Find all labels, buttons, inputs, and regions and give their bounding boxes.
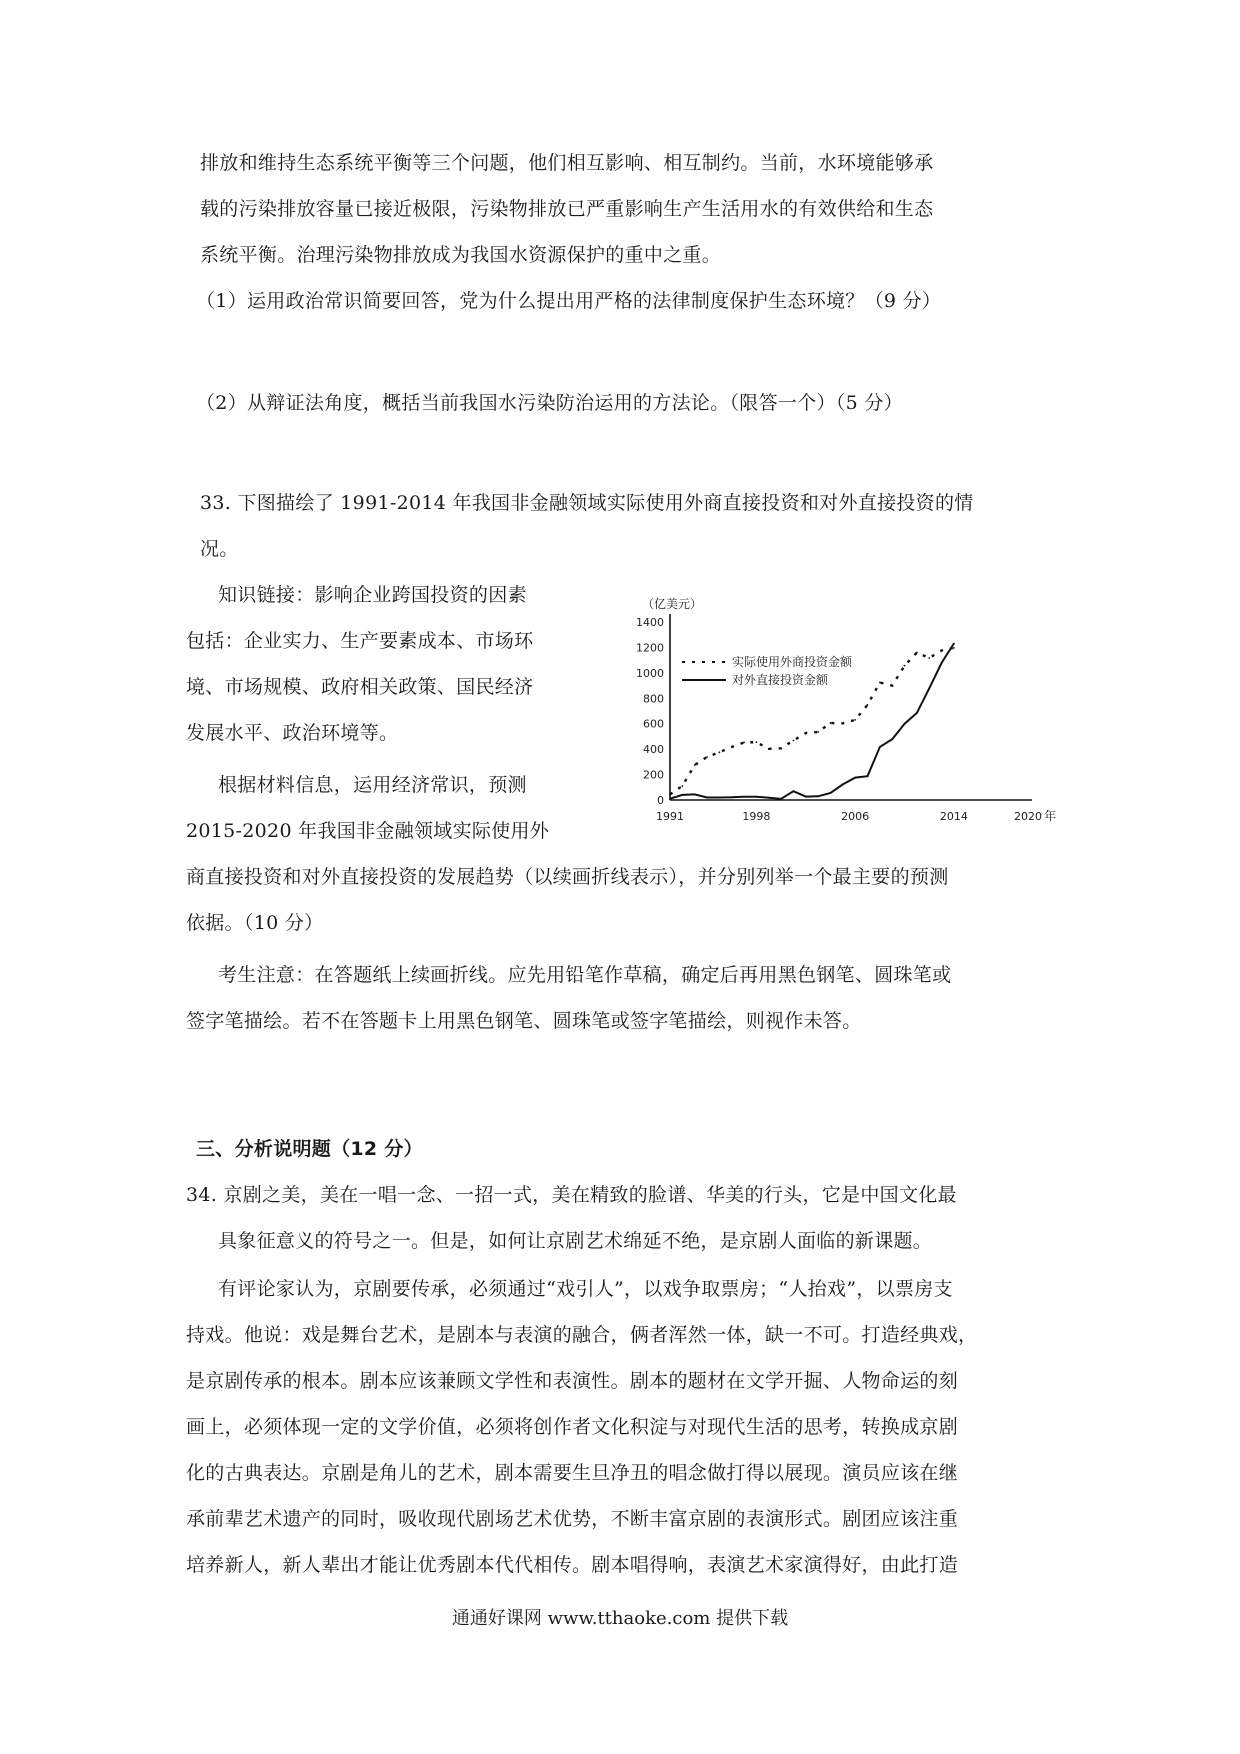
q33-line-1: 33. 下图描绘了 1991-2014 年我国非金融领域实际使用外商直接投资和对外直接投资的情 [200,492,974,514]
series-1-point [694,764,696,766]
series-1-point [780,747,782,749]
series-2-point [916,712,918,714]
series-1-point [793,740,795,742]
series-2-point [904,723,906,725]
series-1-point [743,742,745,744]
q34-line-2: 具象征意义的符号之一。但是，如何让京剧艺术绵延不绝，是京剧人面临的新课题。 [218,1230,933,1252]
series-1-point [854,719,856,721]
series-2-point [793,790,795,792]
series-1-point [681,785,683,787]
y-tick-label: 400 [643,743,664,757]
series-2-point [718,797,720,799]
q34-line-9: 培养新人，新人辈出才能让优秀剧本代代相传。剧本唱得响，表演艺术家演得好，由此打造 [186,1554,959,1576]
series-2-point [768,797,770,799]
q34-line-5: 是京剧传承的根本。剧本应该兼顾文学性和表演性。剧本的题材在文学开掘、人物命运的刻 [186,1370,959,1392]
q34-line-1: 34. 京剧之美，美在一唱一念、一招一式，美在精致的脸谱、华美的行头，它是中国文化最 [186,1184,957,1206]
y-tick-label: 0 [657,794,664,807]
q33-prompt-2: 2015-2020 年我国非金融领域实际使用外 [186,820,550,842]
y-tick-label: 200 [643,768,664,782]
q33-line-2: 况。 [200,538,239,560]
q33-prompt-3: 商直接投资和对外直接投资的发展趋势（以续画折线表示），并分别列举一个最主要的预测 [186,866,949,888]
q33-prompt-1: 根据材料信息，运用经济常识，预测 [218,774,527,796]
series-1-point [916,652,918,654]
q32-line-2: 载的污染排放容量已接近极限，污染物排放已严重影响生产生活用水的有效供给和生态 [200,198,934,220]
y-tick-label: 1200 [636,641,664,655]
series-1-point [941,650,943,652]
q33-knowledge-link-4: 发展水平、政治环境等。 [186,722,399,744]
series-1-point [756,741,758,743]
q32-line-1: 排放和维持生态系统平衡等三个问题，他们相互影响、相互制约。当前，水环境能够承 [200,152,934,174]
series-2-point [830,792,832,794]
q34-line-8: 承前辈艺术遗产的同时，吸收现代剧场艺术优势，不断丰富京剧的表演形式。剧团应该注重 [186,1508,959,1530]
series-2-point [842,783,844,785]
y-tick-label: 800 [643,692,664,706]
q33-knowledge-link-3: 境、市场规模、政府相关政策、国民经济 [186,676,534,698]
series-2-point [805,796,807,798]
q32-line-3: 系统平衡。治理污染物排放成为我国水资源保护的重中之重。 [200,244,722,266]
q33-note-2: 签字笔描绘。若不在答题卡上用黑色钢笔、圆珠笔或签字笔描绘，则视作未答。 [186,1010,862,1032]
series-1-point [669,794,671,796]
series-2-point [941,662,943,664]
y-tick-label: 1400 [636,616,664,629]
series-1-point [718,751,720,753]
series-2-point [854,777,856,779]
q33-knowledge-link-2: 包括：企业实力、生产要素成本、市场环 [186,630,534,652]
x-tick-label: 1998 [742,810,771,823]
page-footer: 通通好课网 www.tthaoke.com 提供下载 [451,1608,789,1629]
q33-note-1: 考生注意：在答题纸上续画折线。应先用铅笔作草稿，确定后再用黑色钢笔、圆珠笔或 [218,964,952,986]
series-2-point [953,643,955,645]
q34-line-7: 化的古典表达。京剧是角儿的艺术，剧本需要生旦净丑的唱念做打得以展现。演员应该在继 [186,1462,959,1484]
series-2-point [731,796,733,798]
y-tick-label: 1000 [636,666,664,680]
series-2-point [867,775,869,777]
series-2-point [669,798,671,800]
series-1-point [928,657,930,659]
series-2-point [743,796,745,798]
series-1-point [879,682,881,684]
series-1-point [867,704,869,706]
series-1-point [817,731,819,733]
investment-line-chart [628,592,1098,852]
q32-subquestion-2: （2）从辩证法角度，概括当前我国水污染防治运用的方法论。（限答一个）（5 分） [196,392,903,414]
section-3-heading: 三、分析说明题（12 分） [196,1138,423,1160]
y-tick-label: 600 [643,717,664,731]
x-tick-label: 2020 [1014,810,1042,823]
series-2-point [681,794,683,796]
x-tick-label: 2014 [939,810,968,823]
q34-line-4: 持戏。他说：戏是舞台艺术，是剧本与表演的融合，俩者浑然一体，缺一不可。打造经典戏， [186,1324,978,1346]
series-2-point [694,794,696,796]
series-line-1 [670,648,954,795]
series-2-point [879,746,881,748]
series-1-point [842,722,844,724]
series-2-point [891,738,893,740]
series-2-point [928,687,930,689]
q34-line-6: 画上，必须体现一定的文学价值，必须将创作者文化积淀与对现代生活的思考，转换成京剧 [186,1416,959,1438]
series-1-point [953,647,955,649]
series-1-point [830,722,832,724]
series-1-point [731,746,733,748]
series-1-point [891,685,893,687]
legend-label-2: 对外直接投资金额 [732,673,829,687]
series-2-point [817,795,819,797]
series-2-point [780,798,782,800]
q32-subquestion-1: （1）运用政治常识简要回答，党为什么提出用严格的法律制度保护生态环境？（9 分） [196,290,942,312]
legend-label-1: 实际使用外商投资金额 [732,655,853,669]
q34-line-3: 有评论家认为，京剧要传承，必须通过“戏引人”，以戏争取票房；“人抬戏”，以票房支 [218,1278,953,1300]
q33-knowledge-link-1: 知识链接：影响企业跨国投资的因素 [218,584,527,606]
y-axis-unit-label: （亿美元） [642,597,703,611]
series-1-point [768,748,770,750]
series-1-point [805,732,807,734]
series-2-point [756,796,758,798]
x-tick-label: 1991 [656,810,684,823]
x-tick-label: 2006 [841,810,870,823]
series-1-point [904,665,906,667]
x-axis-unit-label: 年 [1044,809,1057,823]
series-2-point [706,797,708,799]
series-1-point [706,756,708,758]
q33-prompt-4: 依据。（10 分） [186,912,324,934]
